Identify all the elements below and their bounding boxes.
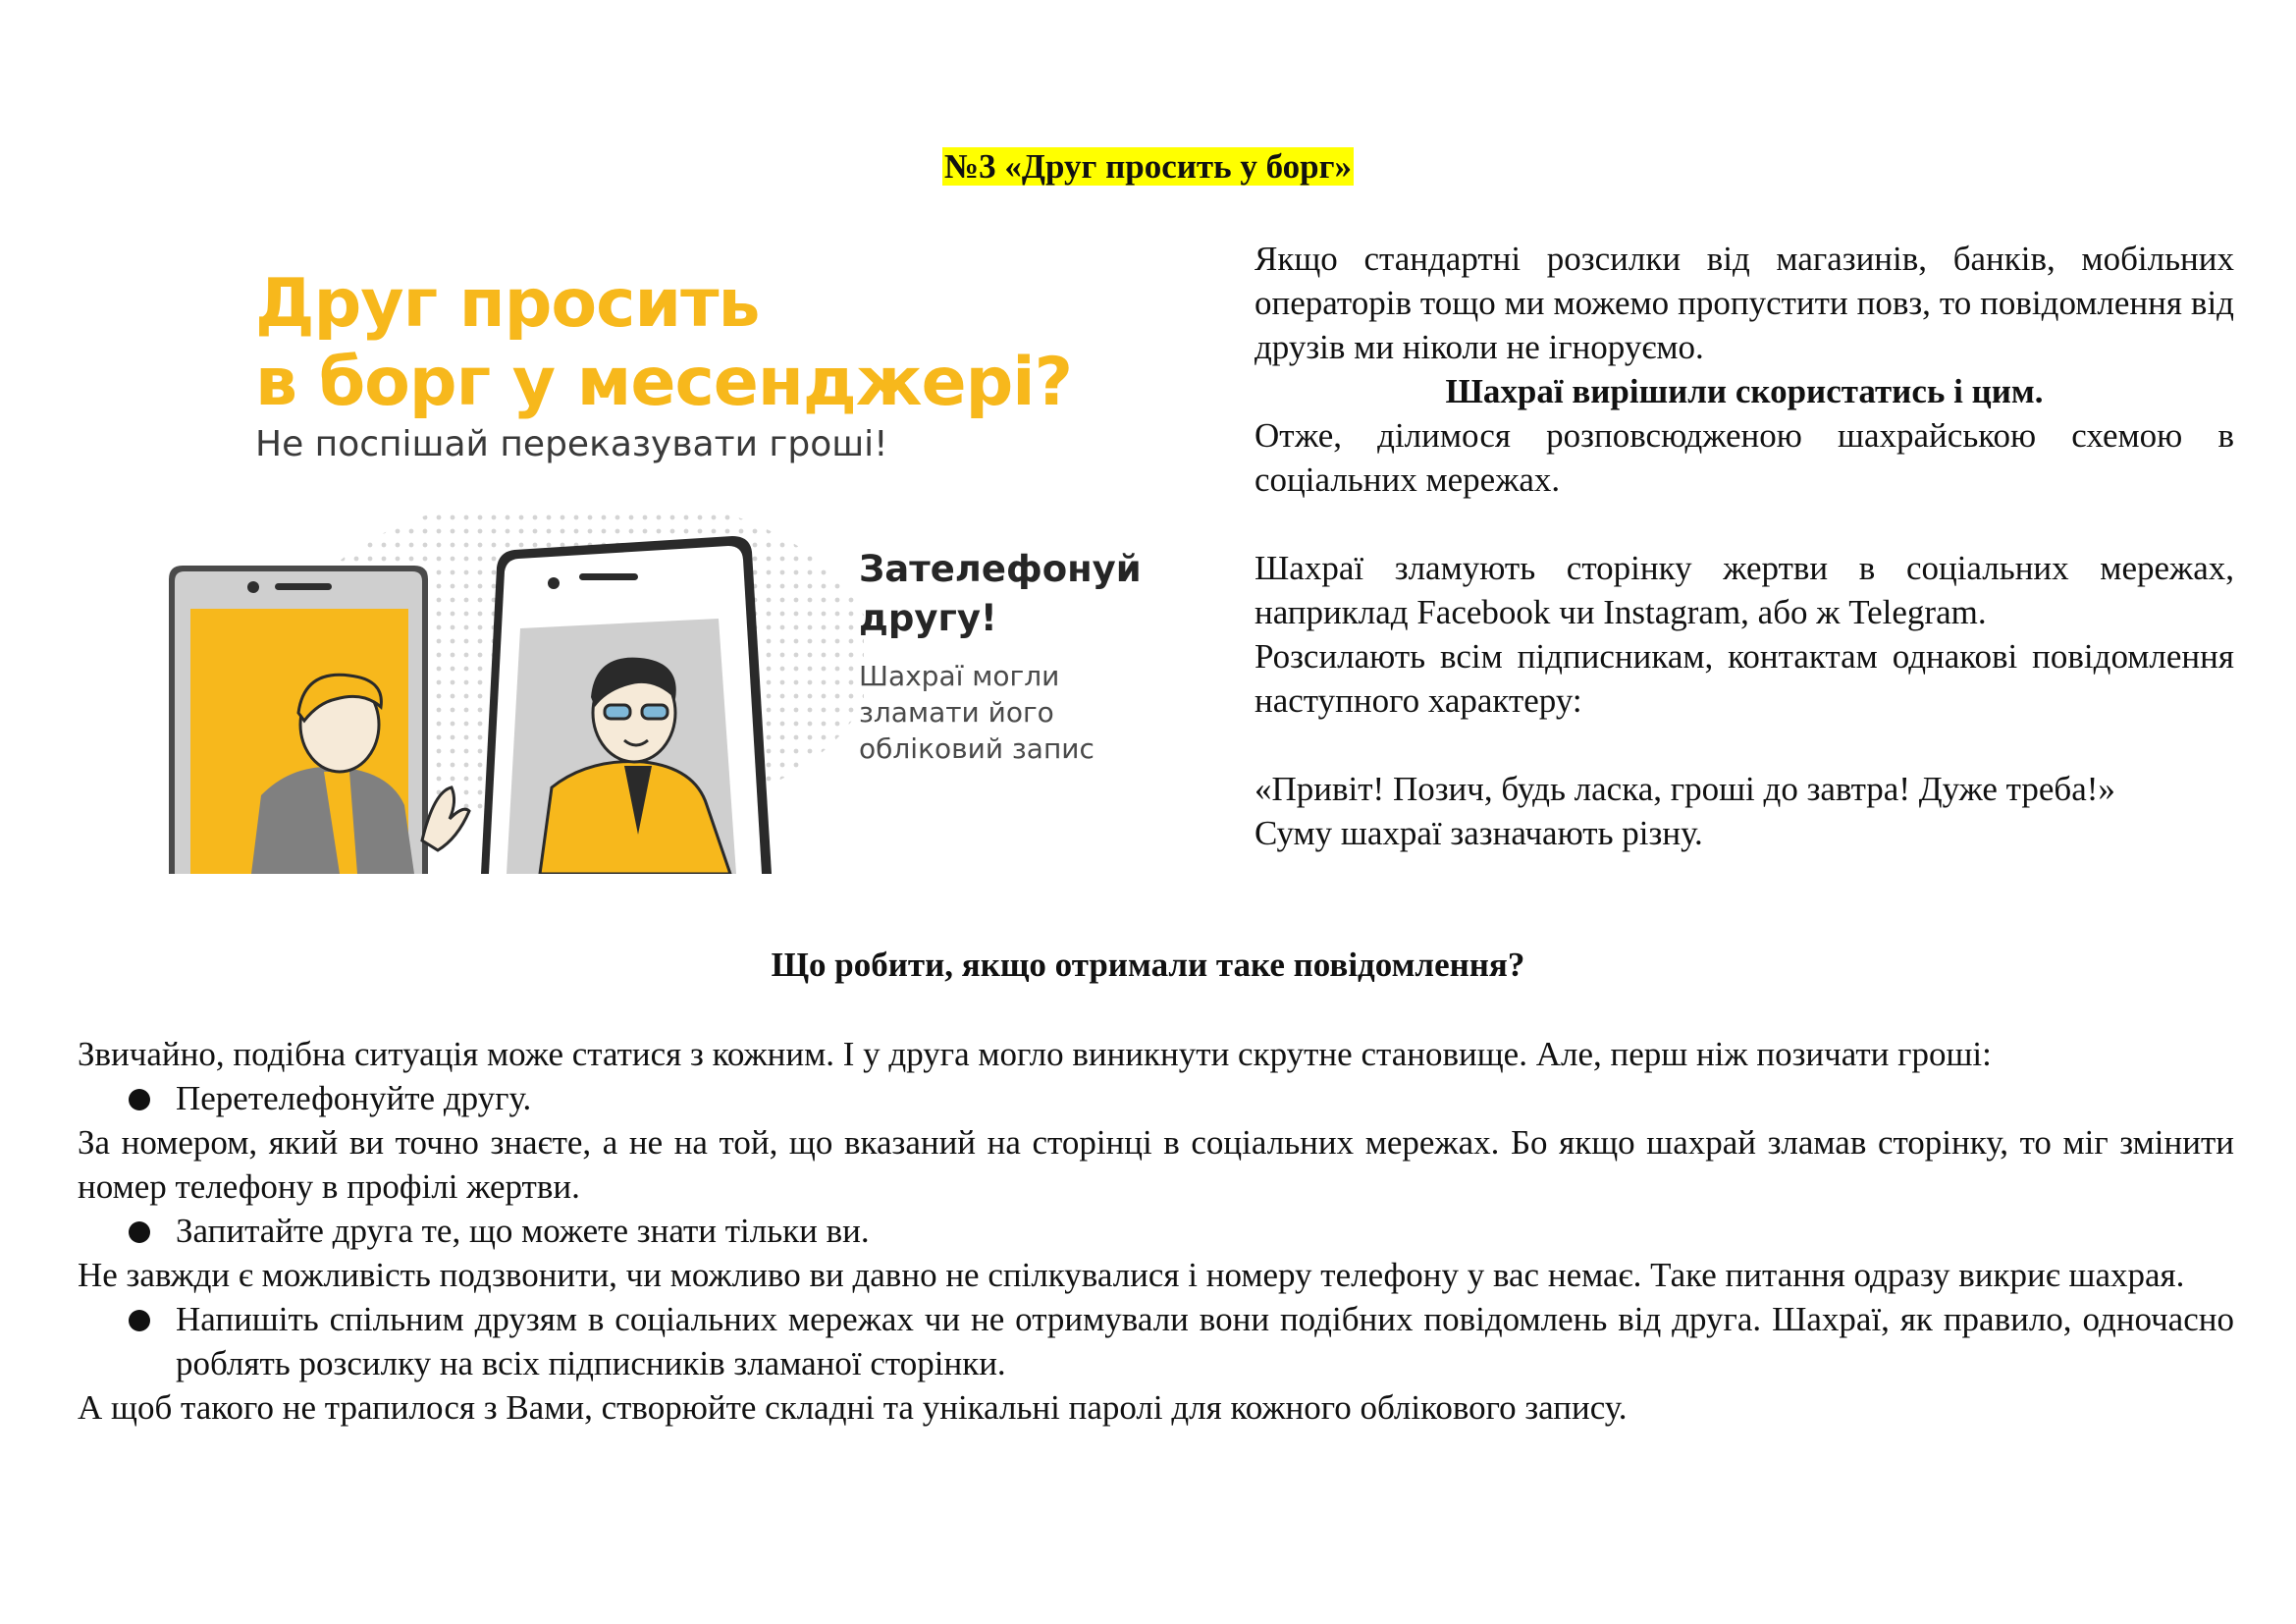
intro-bold-statement: Шахраї вирішили скористатись і цим. bbox=[1445, 372, 2044, 410]
tips-list bbox=[78, 1076, 2234, 1120]
section-heading: Що робити, якщо отримали таке повідомлення? bbox=[771, 946, 1525, 984]
advice-intro: Звичайно, подібна ситуація може статися з кожним. І у друга могло виникнути скрутне становище. Але, перш ніж позичати гроші: bbox=[78, 1035, 1992, 1073]
poster-note-line: обліковий запис bbox=[859, 732, 1095, 765]
document-title-text: №3 «Друг просить у борг» bbox=[943, 147, 1353, 186]
closing-paragraph: А щоб такого не трапилося з Вами, створюйте складні та унікальні паролі для кожного облікового запису. bbox=[78, 1388, 1628, 1427]
tip-text: Запитайте друга те, що можете знати тільки ви. bbox=[176, 1212, 870, 1250]
phones-illustration bbox=[157, 511, 864, 874]
tips-list bbox=[78, 1209, 2234, 1253]
document-title bbox=[0, 145, 2296, 189]
poster-note-line: Шахраї могли bbox=[859, 660, 1060, 692]
tip-item bbox=[78, 1076, 2234, 1120]
bullet-icon bbox=[129, 1089, 150, 1110]
poster-headline bbox=[255, 265, 1072, 422]
poster-call-line: другу! bbox=[859, 597, 997, 639]
tip-text: Напишіть спільним друзям в соціальних мережах чи не отримували вони подібних повідомлень від друга. Шахраї, як правило, одночасно роблять розсилку на всіх підписників зламаної сторінки. bbox=[176, 1300, 2234, 1382]
paragraph-spacer bbox=[1255, 723, 2234, 767]
tip-item bbox=[78, 1297, 2234, 1385]
poster-note-line: зламати його bbox=[859, 696, 1054, 729]
advice-section bbox=[78, 1032, 2234, 1430]
tip-item bbox=[78, 1209, 2234, 1253]
example-message-quote: «Привіт! Позич, будь ласка, гроші до завтра! Дуже треба!» bbox=[1255, 770, 2115, 808]
poster-headline-line: в борг у месенджері? bbox=[255, 344, 1073, 421]
intro-paragraph: Якщо стандартні розсилки від магазинів, банків, мобільних операторів тощо ми можемо пропустити повз, то повідомлення від друзів ми ніколи не ігноруємо. bbox=[1255, 240, 2234, 366]
intro-paragraph: Отже, ділимося розповсюдженою шахрайською схемою в соціальних мережах. bbox=[1255, 416, 2234, 499]
poster-banner bbox=[157, 236, 1198, 874]
intro-paragraph: Шахраї зламують сторінку жертви в соціальних мережах, наприклад Facebook чи Instagram, або ж Telegram. bbox=[1255, 549, 2234, 631]
tip-text: Перетелефонуйте другу. bbox=[176, 1079, 532, 1117]
bullet-icon bbox=[129, 1221, 150, 1243]
paragraph-spacer bbox=[1255, 502, 2234, 546]
intro-column bbox=[1255, 237, 2234, 855]
intro-paragraph: Суму шахраї зазначають різну. bbox=[1255, 814, 1703, 852]
intro-paragraph: Розсилають всім підписникам, контактам однакові повідомлення наступного характеру: bbox=[1255, 637, 2234, 720]
tip-explanation: За номером, який ви точно знаєте, а не на той, що вказаний на сторінці в соціальних мережах. Бо якщо шахрай зламав сторінку, то міг змінити номер телефону в профілі жертви. bbox=[78, 1123, 2234, 1206]
tip-explanation: Не завжди є можливість подзвонити, чи можливо ви давно не спілкувалися і номеру телефону у вас немає. Таке питання одразу викриє шахрая. bbox=[78, 1256, 2185, 1294]
tips-list bbox=[78, 1297, 2234, 1385]
poster-subheadline: Не поспішай переказувати гроші! bbox=[255, 424, 888, 464]
poster-note bbox=[859, 658, 1095, 767]
poster-call-line: Зателефонуй bbox=[859, 548, 1142, 590]
bullet-icon bbox=[129, 1310, 150, 1331]
poster-call-to-action bbox=[859, 545, 1142, 643]
poster-headline-line: Друг просить bbox=[255, 265, 760, 343]
